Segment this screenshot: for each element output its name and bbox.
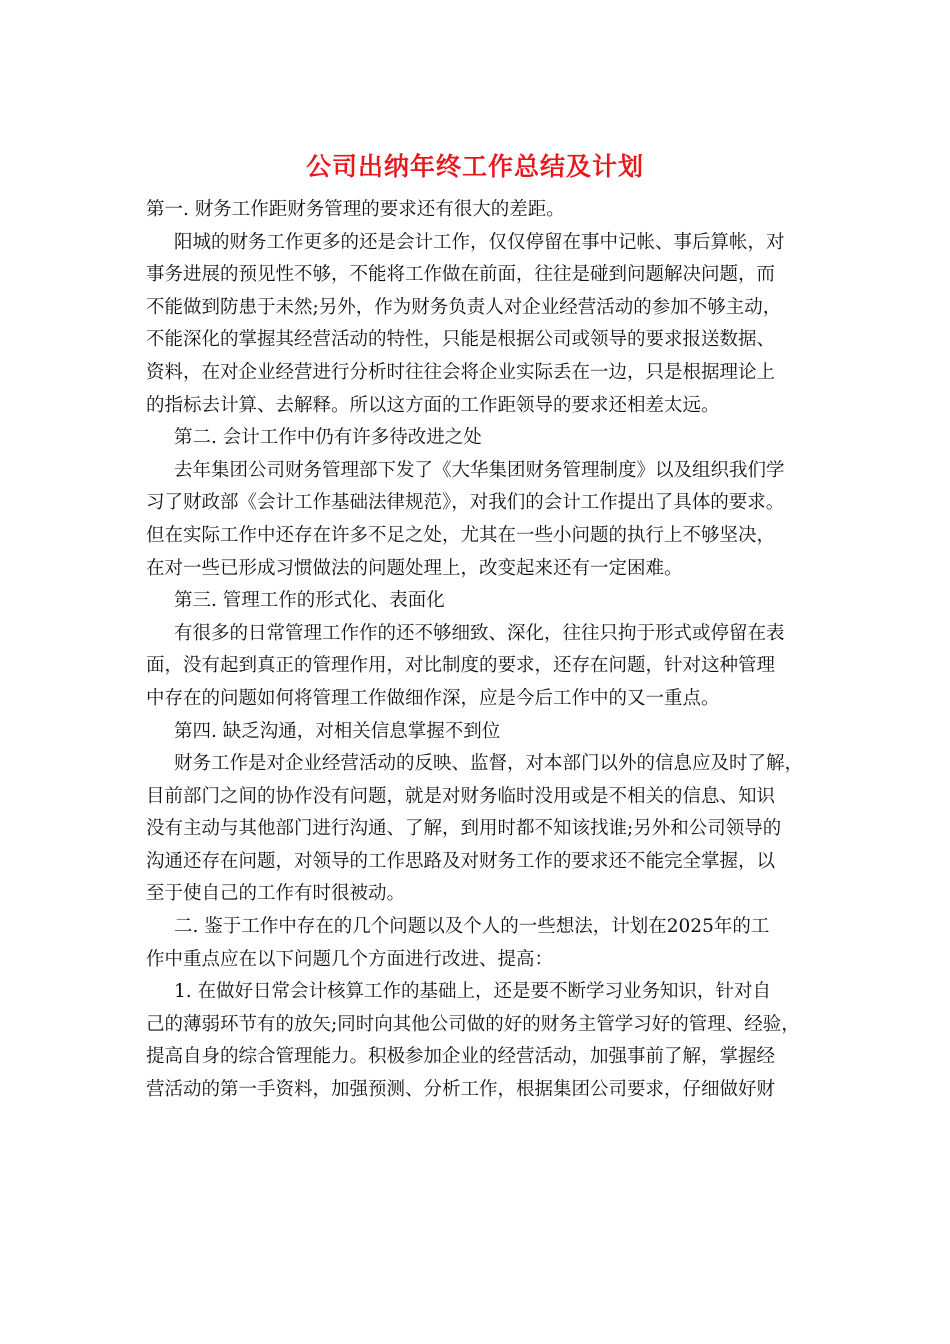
text-line: 目前部门之间的协作没有问题，就是对财务临时没用或是不相关的信息、知识: [146, 785, 776, 807]
text-line: 在对一些已形成习惯做法的问题处理上，改变起来还有一定困难。: [146, 557, 683, 579]
text-line: 不能做到防患于未然;另外，作为财务负责人对企业经营活动的参加不够主动，: [146, 296, 782, 318]
text-line: 第一. 财务工作距财务管理的要求还有很大的差距。: [146, 199, 565, 220]
text-line: 阳城的财务工作更多的还是会计工作，仅仅停留在事中记帐、事后算帐，对: [174, 231, 785, 253]
text-line: 不能深化的掌握其经营活动的特性，只能是根据公司或领导的要求报送数据、: [146, 329, 776, 351]
text-line: 资料，在对企业经营进行分析时往往会将企业实际丢在一边，只是根据理论上: [146, 361, 776, 383]
text-line: 沟通还存在问题，对领导的工作思路及对财务工作的要求还不能完全掌握，以: [146, 850, 776, 872]
text-line: 1. 在做好日常会计核算工作的基础上，还是要不断学习业务知识，针对自: [174, 981, 772, 1003]
text-line: 但在实际工作中还存在许多不足之处，尤其在一些小问题的执行上不够坚决，: [146, 524, 776, 546]
document-body: [146, 194, 826, 1107]
text-line: 有很多的日常管理工作作的还不够细致、深化，往往只拘于形式或停留在表: [174, 622, 785, 644]
text-line: 提高自身的综合管理能力。积极参加企业的经营活动，加强事前了解，掌握经: [146, 1046, 776, 1068]
text-line: 事务进展的预见性不够，不能将工作做在前面，往往是碰到问题解决问题，而: [146, 264, 776, 286]
text-line: 至于使自己的工作有时很被动。: [146, 883, 406, 905]
text-line: 第二. 会计工作中仍有许多待改进之处: [174, 427, 482, 449]
text-line: 作中重点应在以下问题几个方面进行改进、提高：: [146, 948, 554, 970]
text-line: 财务工作是对企业经营活动的反映、监督，对本部门以外的信息应及时了解，: [174, 753, 804, 775]
text-line: 己的薄弱环节有的放矢;同时向其他公司做的好的财务主管学习好的管理、经验，: [146, 1013, 800, 1035]
document-title: 公司出纳年终工作总结及计划: [305, 152, 644, 181]
text-line: 习了财政部《会计工作基础法律规范》，对我们的会计工作提出了具体的要求。: [146, 492, 785, 514]
text-line: 去年集团公司财务管理部下发了《大华集团财务管理制度》以及组织我们学: [174, 459, 785, 481]
text-line: 第四. 缺乏沟通，对相关信息掌握不到位: [174, 720, 501, 742]
text-line: 没有主动与其他部门进行沟通、了解，到用时都不知该找谁;另外和公司领导的: [146, 818, 782, 840]
text-line: 第三. 管理工作的形式化、表面化: [174, 590, 445, 612]
text-line: 面，没有起到真正的管理作用，对比制度的要求，还存在问题，针对这种管理: [146, 655, 776, 677]
text-line: 营活动的第一手资料，加强预测、分析工作，根据集团公司要求，仔细做好财: [146, 1079, 776, 1101]
text-line: 的指标去计算、去解释。所以这方面的工作距领导的要求还相差太远。: [146, 394, 720, 416]
text-line: 中存在的问题如何将管理工作做细作深，应是今后工作中的又一重点。: [146, 687, 720, 709]
text-line: 二. 鉴于工作中存在的几个问题以及个人的一些想法，计划在2025年的工: [174, 916, 770, 938]
